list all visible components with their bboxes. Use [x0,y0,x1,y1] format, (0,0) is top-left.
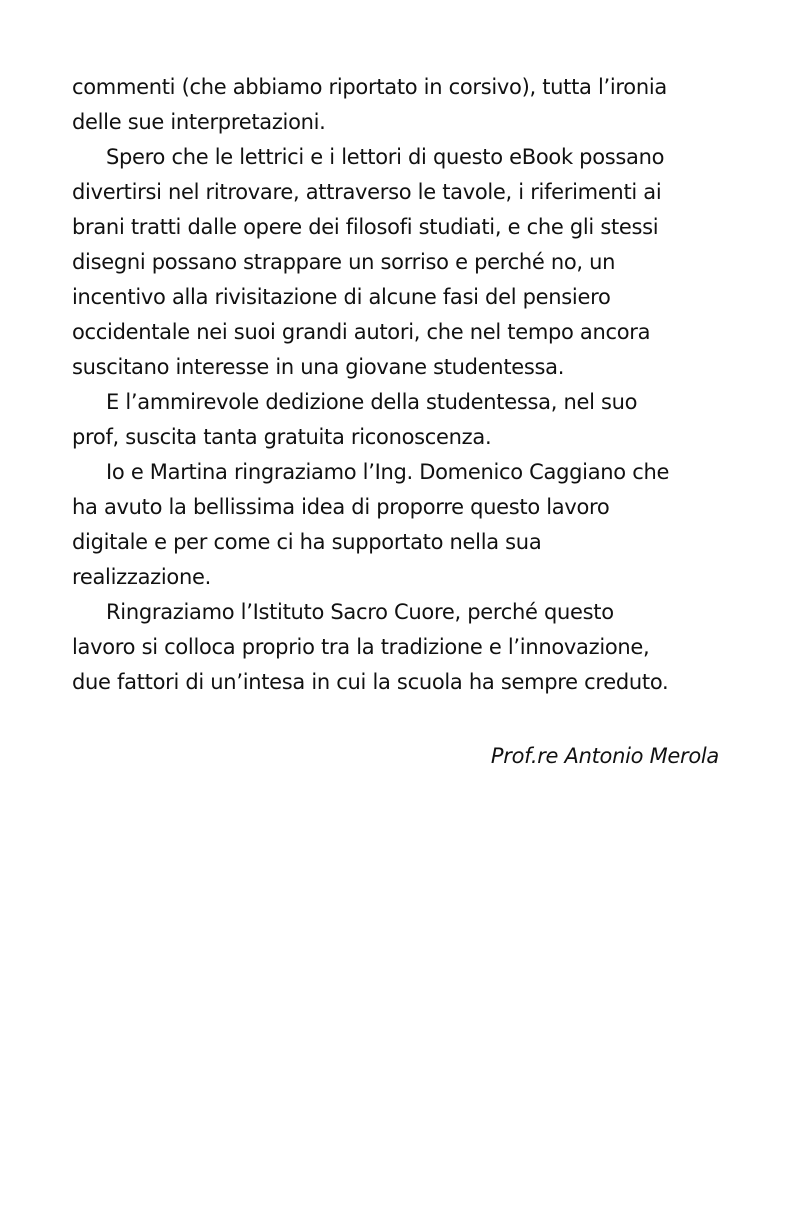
text-line: disegni possano strappare un sorriso e perché no, un [72,250,616,274]
signature: Prof.re Antonio Merola [490,744,719,768]
text-line: lavoro si colloca proprio tra la tradizione e l’innovazione, [72,635,650,659]
text-line: ha avuto la bellissima idea di proporre questo lavoro [72,495,610,519]
text-line: digitale e per come ci ha supportato nella sua [72,530,542,554]
paragraph-start-line: Spero che le lettrici e i lettori di questo eBook possano [106,145,665,169]
paragraph-start-line: Ringraziamo l’Istituto Sacro Cuore, perché questo [106,600,614,624]
text-line: divertirsi nel ritrovare, attraverso le tavole, i riferimenti ai [72,180,662,204]
body-text [72,70,732,700]
text-line: commenti (che abbiamo riportato in corsivo), tutta l’ironia [72,75,667,99]
paragraph-start-line: E l’ammirevole dedizione della studentessa, nel suo [106,390,638,414]
text-line: realizzazione. [72,565,211,589]
paragraph-start-line: Io e Martina ringraziamo l’Ing. Domenico Caggiano che [106,460,670,484]
text-line: due fattori di un’intesa in cui la scuola ha sempre creduto. [72,670,669,694]
text-line: prof, suscita tanta gratuita riconoscenza. [72,425,492,449]
text-line: incentivo alla rivisitazione di alcune fasi del pensiero [72,285,611,309]
text-line: brani tratti dalle opere dei filosofi studiati, e che gli stessi [72,215,659,239]
text-line: delle sue interpretazioni. [72,110,326,134]
text-line: suscitano interesse in una giovane studentessa. [72,355,565,379]
text-line: occidentale nei suoi grandi autori, che nel tempo ancora [72,320,651,344]
